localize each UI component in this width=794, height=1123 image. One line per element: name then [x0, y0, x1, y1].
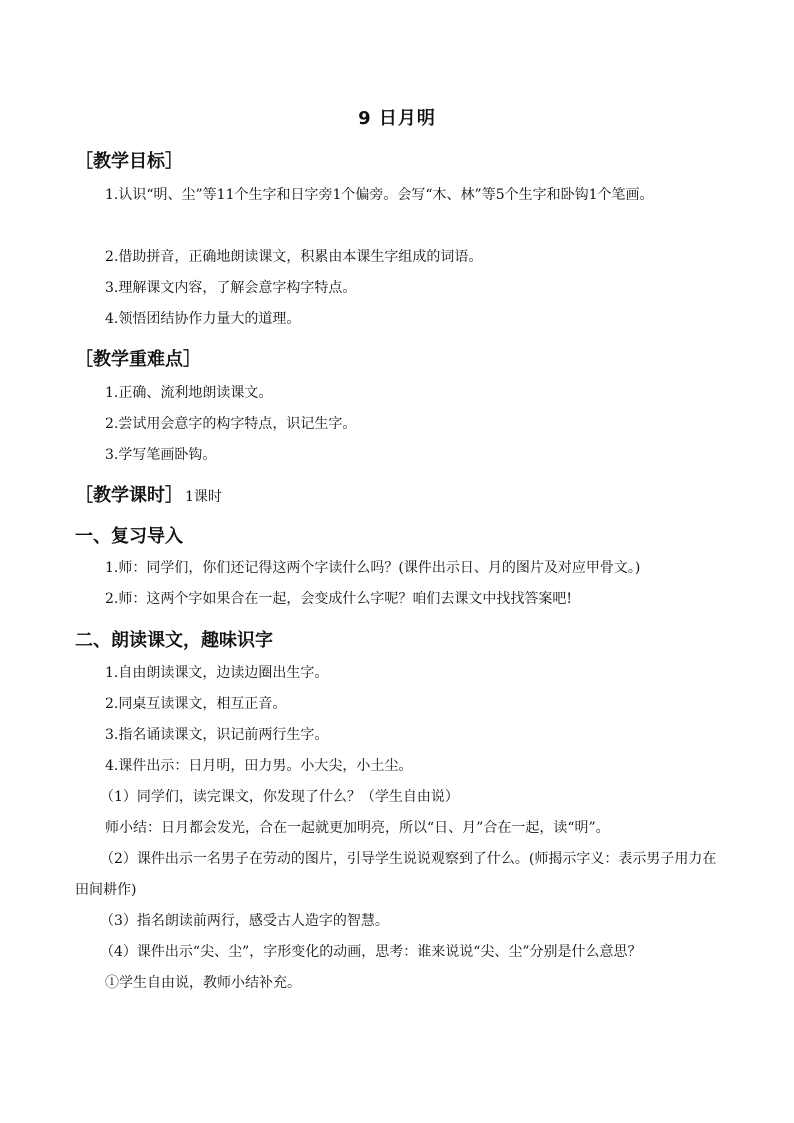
hours-heading-label: ［教学课时］ — [75, 485, 183, 506]
objectives-heading: ［教学目标］ — [75, 151, 183, 172]
part1-item-2: 2.师：这两个字如果合在一起，会变成什么字呢？咱们去课文中找找答案吧! — [105, 591, 572, 607]
part2-summary: 师小结：日月都会发光，合在一起就更加明亮，所以“日、月”合在一起，读“明”。 — [105, 820, 610, 836]
keypoint-item-2: 2.尝试用会意字的构字特点，识记生字。 — [105, 416, 357, 432]
hours-heading — [75, 481, 222, 507]
part1-heading: 一、复习导入 — [75, 526, 183, 547]
part2-item-1: 1.自由朗读课文，边读边圈出生字。 — [105, 665, 329, 681]
objective-item-4: 4.领悟团结协作力量大的道理。 — [105, 311, 301, 327]
part2-item-3: 3.指名诵读课文，识记前两行生字。 — [105, 727, 329, 743]
part2-subitem-4-point-1: ①学生自由说，教师小结补充。 — [105, 975, 301, 991]
keypoint-item-3: 3.学写笔画卧钩。 — [105, 447, 217, 463]
part2-subitem-3: （3）指名朗读前两行，感受古人造字的智慧。 — [100, 913, 389, 929]
part2-item-4: 4.课件出示：日月明，田力男。小大尖，小土尘。 — [105, 758, 413, 774]
objective-item-2: 2.借助拼音，正确地朗读课文，积累由本课生字组成的词语。 — [105, 249, 483, 265]
keypoint-item-1: 1.正确、流利地朗读课文。 — [105, 385, 273, 401]
part2-subitem-1: （1）同学们，读完课文，你发现了什么？（学生自由说） — [100, 789, 459, 805]
objective-item-3: 3.理解课文内容，了解会意字构字特点。 — [105, 280, 357, 296]
part1-item-1: 1.师：同学们，你们还记得这两个字读什么吗？(课件出示日、月的图片及对应甲骨文。) — [105, 560, 641, 576]
part2-subitem-4: （4）课件出示“尖、尘”，字形变化的动画，思考：谁来说说“尖、尘”分别是什么意思？ — [100, 944, 642, 960]
hours-value: 1课时 — [185, 489, 222, 505]
part2-heading: 二、朗读课文，趣味识字 — [75, 630, 273, 651]
part2-item-2: 2.同桌互读课文，相互正音。 — [105, 696, 287, 712]
lesson-title: 9 日月明 — [358, 108, 436, 129]
keypoints-heading: ［教学重难点］ — [75, 349, 201, 370]
objective-item-1: 1.认识“明、尘”等11个生字和日字旁1个偏旁。会写“木、林”等5个生字和卧钩1个笔画。 — [105, 187, 654, 203]
part2-subitem-2: （2）课件出示一名男子在劳动的图片，引导学生说说观察到了什么。(师揭示字义：表示男子用力在田间耕作) — [75, 851, 717, 898]
